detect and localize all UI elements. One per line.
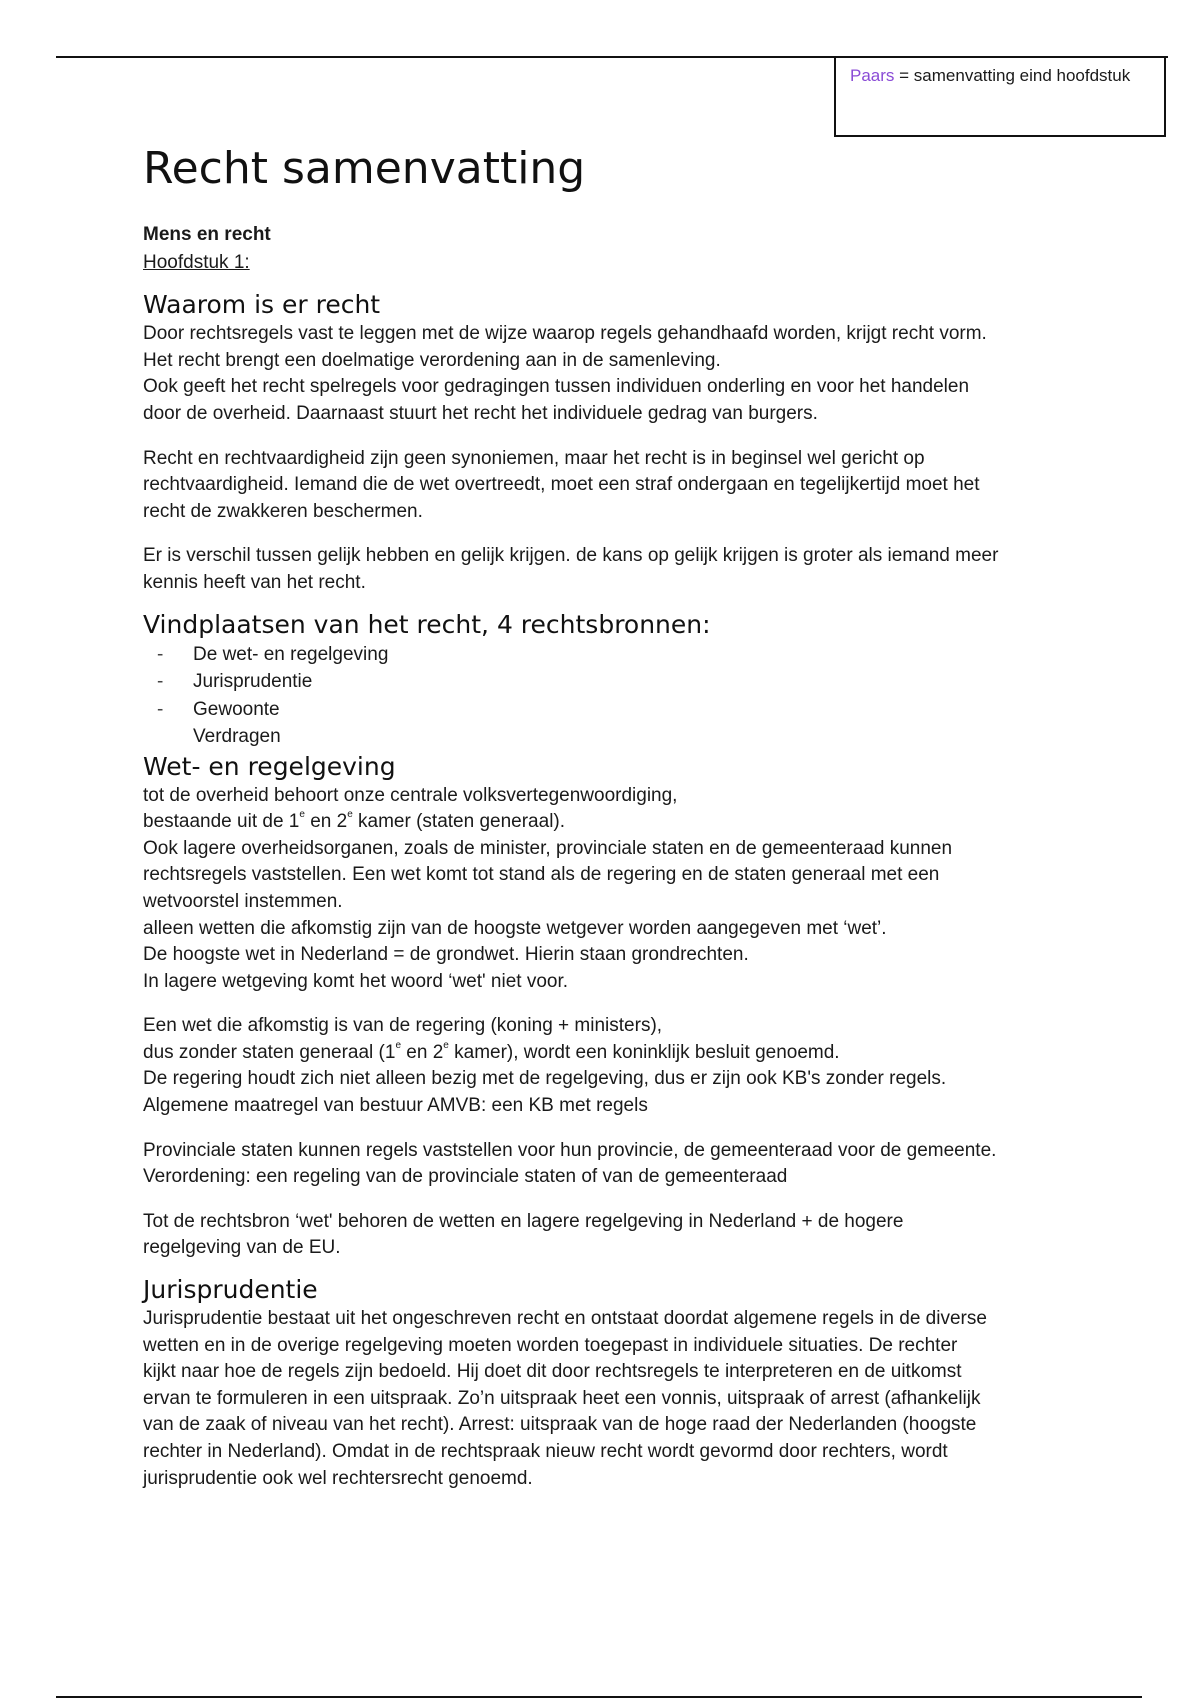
text-line: Ook geeft het recht spelregels voor gedragingen tussen individuen onderling en voor het handelen (143, 376, 970, 398)
paragraph: Jurisprudentie bestaat uit het ongeschreven recht en ontstaat doordat algemene regels in de diverse wetten en in de overige regelgeving moeten worden toegepast in individuele situaties. De rechter kijkt naar hoe de regels zijn bedoeld. Hij doet dit door rechtsregels te interpreteren en de uitkomst ervan te formuleren in een uitspraak. Zo’n uitspraak heet een vonnis, uitspraak of arrest (afhankelijk van de zaak of niveau van het recht). Arrest: uitspraak van de hoge raad der Nederlanden (hoogste rechter in Nederland). Omdat in de rechtspraak nieuw recht wordt gevormd door rechters, wordt jurisprudentie ook wel rechtersrecht genoemd. (143, 1308, 987, 1489)
text-line: Door rechtsregels vast te leggen met de wijze waarop regels gehandhaafd worden, krijgt recht vorm. (143, 323, 987, 345)
list-item: - Jurisprudentie (143, 668, 1073, 696)
list-item: - De wet- en regelgeving (143, 641, 1073, 669)
text-line: Recht en rechtvaardigheid zijn geen synoniemen, maar het recht is in beginsel wel gericht op (143, 447, 925, 469)
chapter-label: Hoofdstuk 1: (143, 252, 250, 274)
list-item: Verdragen (193, 726, 281, 748)
dash-bullet: - (157, 671, 164, 693)
paragraph: tot de overheid behoort onze centrale volksvertegenwoordiging, bestaande uit de 1e en 2e kamer (staten generaal). Ook lagere overheidsorganen, zoals de minister, provinciale staten en de gemeenteraad kunnen rechtsregels vaststellen. Een wet komt tot stand als de regering en de staten generaal met een wetvoorstel instemmen. alleen wetten die afkomstig zijn van de hoogste wetgever worden aangegeven met ‘wet’. De hoogste wet in Nederland = de grondwet. Hierin staan grondrechten. In lagere wetgeving komt het woord ‘wet' niet voor. (143, 784, 953, 992)
text-line: recht de zwakkeren beschermen. (143, 500, 423, 522)
text-line: Het recht brengt een doelmatige verordening aan in de samenleving. (143, 349, 721, 371)
legend-color-word: Paars (850, 66, 895, 85)
bottom-rule (56, 1696, 1142, 1698)
paragraph (143, 543, 1073, 596)
heading-wet-en-regelgeving: Wet- en regelgeving (143, 751, 396, 781)
text-line: door de overheid. Daarnaast stuurt het recht het individuele gedrag van burgers. (143, 402, 818, 424)
paragraph: Tot de rechtsbron ‘wet' behoren de wetten en lagere regelgeving in Nederland + de hogere regelgeving van de EU. (143, 1210, 904, 1259)
page-title: Recht samenvatting (143, 143, 586, 194)
heading-waarom: Waarom is er recht (143, 290, 381, 320)
text-line: rechtvaardigheid. Iemand die de wet overtreedt, moet een straf ondergaan en tegelijkertijd moet het (143, 474, 980, 496)
dash-bullet: - (157, 643, 164, 665)
text-line: kennis heeft van het recht. (143, 571, 366, 593)
subtitle: Mens en recht (143, 224, 271, 246)
source-list (143, 641, 1073, 751)
heading-vindplaatsen: Vindplaatsen van het recht, 4 rechtsbronnen: (143, 609, 711, 639)
legend-text: = samenvatting eind hoofdstuk (894, 66, 1131, 85)
paragraph (143, 321, 1073, 427)
list-item: - Gewoonte (143, 696, 1073, 724)
heading-jurisprudentie: Jurisprudentie (143, 1275, 318, 1305)
paragraph: Een wet die afkomstig is van de regering (koning + ministers), dus zonder staten generaal (1e en 2e kamer), wordt een koninklijk besluit genoemd. De regering houdt zich niet alleen bezig met de regelgeving, dus er zijn ook KB's zonder regels. Algemene maatregel van bestuur AMVB: een KB met regels (143, 1015, 947, 1117)
dash-bullet: - (157, 698, 164, 720)
paragraph: Provinciale staten kunnen regels vaststellen voor hun provincie, de gemeenteraad voor de gemeente. Verordening: een regeling van de provinciale staten of van de gemeenteraad (143, 1139, 997, 1188)
text-line: Er is verschil tussen gelijk hebben en gelijk krijgen. de kans op gelijk krijgen is groter als iemand meer (143, 545, 999, 567)
legend-box (834, 57, 1166, 137)
paragraph (143, 446, 1073, 526)
document-page (143, 140, 1073, 1492)
